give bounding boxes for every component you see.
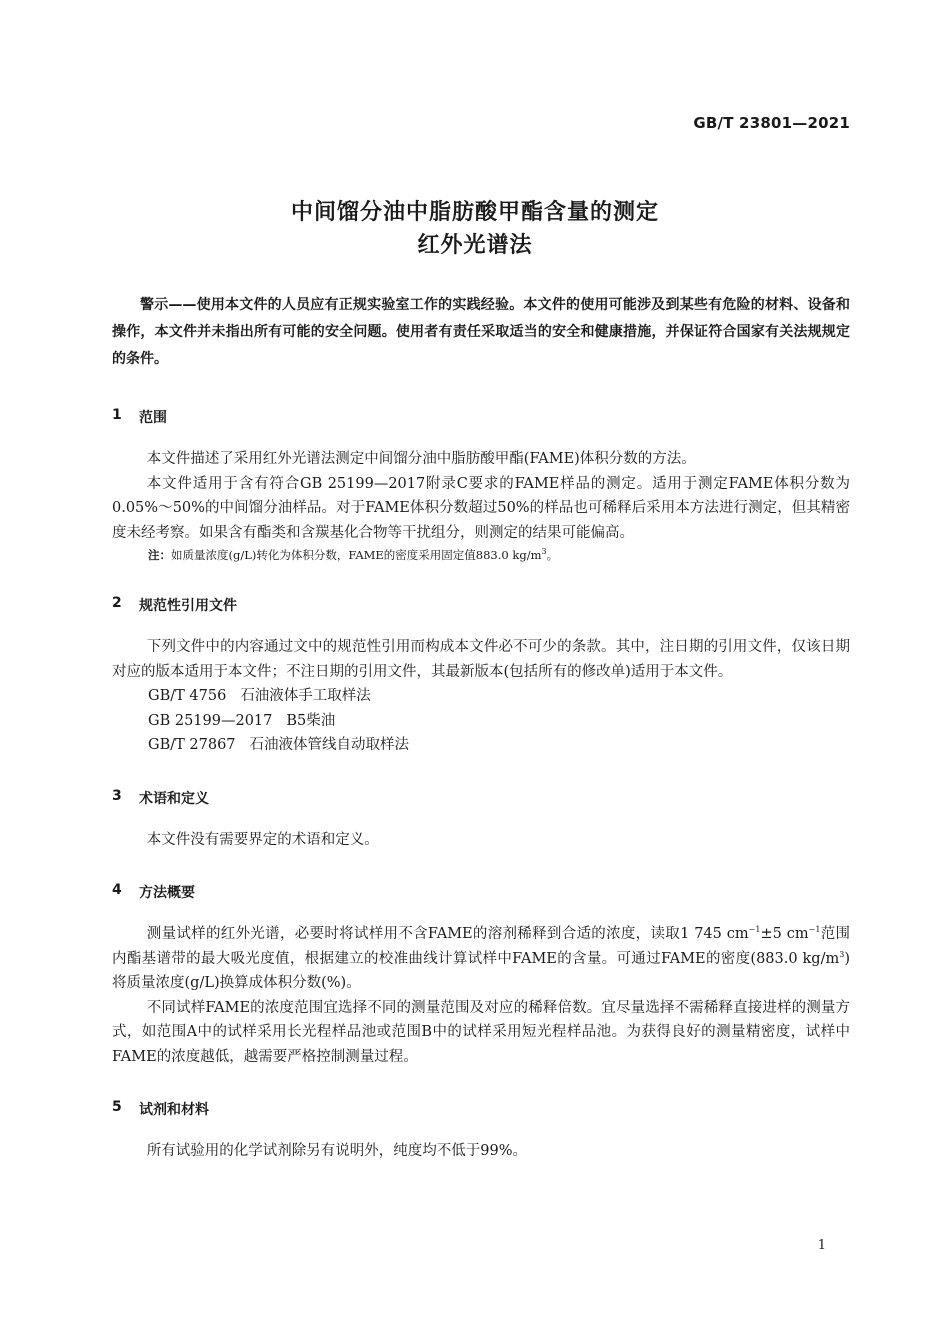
section-1-paragraph-2: 本文件适用于含有符合GB 25199—2017附录C要求的FAME样品的测定。适用于测定FAME体积分数为0.05%～50%的中间馏分油样品。对于FAME体积分数超过50%的样品也可稀释后采用本方法进行测定，但其精密度未经考察。如果含有酯类和含羰基化合物等干扰组分，则测定的结果可能偏高。 bbox=[112, 475, 850, 541]
section-3-paragraph-1: 本文件没有需要界定的术语和定义。 bbox=[146, 831, 379, 848]
section-2-paragraph-1: 下列文件中的内容通过文中的规范性引用而构成本文件必不可少的条款。其中，注日期的引用文件，仅该日期对应的版本适用于本文件；不注日期的引用文件，其最新版本(包括所有的修改单)适用于本文件。 bbox=[112, 639, 850, 680]
note-text-end: 。 bbox=[546, 548, 559, 562]
reference-title: B5柴油 bbox=[286, 712, 336, 729]
section-4-heading bbox=[112, 882, 850, 902]
reference-title: 石油液体手工取样法 bbox=[240, 688, 371, 704]
reference-item bbox=[112, 709, 850, 734]
superscript: −1 bbox=[808, 925, 821, 935]
superscript: 3 bbox=[839, 949, 845, 959]
page-number: 1 bbox=[817, 1238, 826, 1253]
reference-title: 石油液体管线自动取样法 bbox=[249, 737, 410, 753]
standard-number: GB/T 23801—2021 bbox=[693, 114, 850, 132]
section-1-paragraph-1: 本文件描述了采用红外光谱法测定中间馏分油中脂肪酸甲酯(FAME)体积分数的方法。 bbox=[146, 451, 696, 467]
section-title: 方法概要 bbox=[139, 885, 195, 901]
section-1-note bbox=[112, 545, 850, 565]
reference-code: GB 25199—2017 bbox=[148, 712, 273, 729]
note-label: 注： bbox=[148, 548, 171, 562]
section-number: 2 bbox=[112, 595, 122, 611]
document-body bbox=[112, 292, 850, 1164]
section-1-heading bbox=[112, 407, 850, 427]
section-number: 4 bbox=[112, 882, 122, 898]
section-title: 规范性引用文件 bbox=[139, 598, 237, 614]
note-superscript: 3 bbox=[541, 547, 547, 557]
section-title: 术语和定义 bbox=[139, 790, 209, 807]
reference-item bbox=[112, 684, 850, 709]
reference-item bbox=[112, 733, 850, 758]
document-subtitle: 红外光谱法 bbox=[417, 233, 533, 258]
text-run: ±5 cm bbox=[760, 926, 809, 942]
reference-code: GB/T 27867 bbox=[148, 737, 236, 753]
section-number: 3 bbox=[112, 787, 122, 804]
section-title: 范围 bbox=[139, 410, 167, 426]
superscript: −1 bbox=[748, 925, 761, 935]
warning-paragraph: 警示——使用本文件的人员应有正规实验室工作的实践经验。本文件的使用可能涉及到某些有危险的材料、设备和操作，本文件并未指出所有可能的安全问题。使用者有责任采取适当的安全和健康措施，并保证符合国家有关法规规定的条件。 bbox=[112, 297, 850, 367]
document-title: 中间馏分油中脂肪酸甲酯含量的测定 bbox=[290, 200, 659, 225]
text-run: )将质量浓度(g/L)换算成体积分数(%)。 bbox=[112, 950, 850, 991]
section-number: 1 bbox=[112, 407, 122, 423]
reference-code: GB/T 4756 bbox=[148, 688, 227, 704]
section-3-heading bbox=[112, 788, 850, 808]
section-2-heading bbox=[112, 595, 850, 615]
section-number: 5 bbox=[112, 1099, 122, 1115]
text-run: 范围内酯基谱带的最大吸光度值，根据建立的校准曲线计算试样中FAME的含量。可通过FAME的密度(883.0 kg/m bbox=[112, 926, 850, 967]
section-4-paragraph-2: 不同试样FAME的浓度范围宜选择不同的测量范围及对应的稀释倍数。宜尽量选择不需稀释直接进样的测量方式，如范围A中的试样采用长光程样品池或范围B中的试样采用短光程样品池。为获得良好的测量精密度，试样中FAME的浓度越低，越需要严格控制测量过程。 bbox=[112, 999, 850, 1065]
section-5-heading bbox=[112, 1099, 850, 1119]
section-5-paragraph-1: 所有试验用的化学试剂除另有说明外，纯度均不低于99%。 bbox=[146, 1143, 528, 1159]
section-title: 试剂和材料 bbox=[139, 1102, 209, 1118]
text-run: 测量试样的红外光谱，必要时将试样用不含FAME的溶剂稀释到合适的浓度，读取1 745 cm bbox=[146, 926, 749, 942]
note-text: 如质量浓度(g/L)转化为体积分数，FAME的密度采用固定值883.0 kg/m bbox=[171, 548, 542, 562]
section-4-paragraph-1 bbox=[112, 922, 850, 996]
